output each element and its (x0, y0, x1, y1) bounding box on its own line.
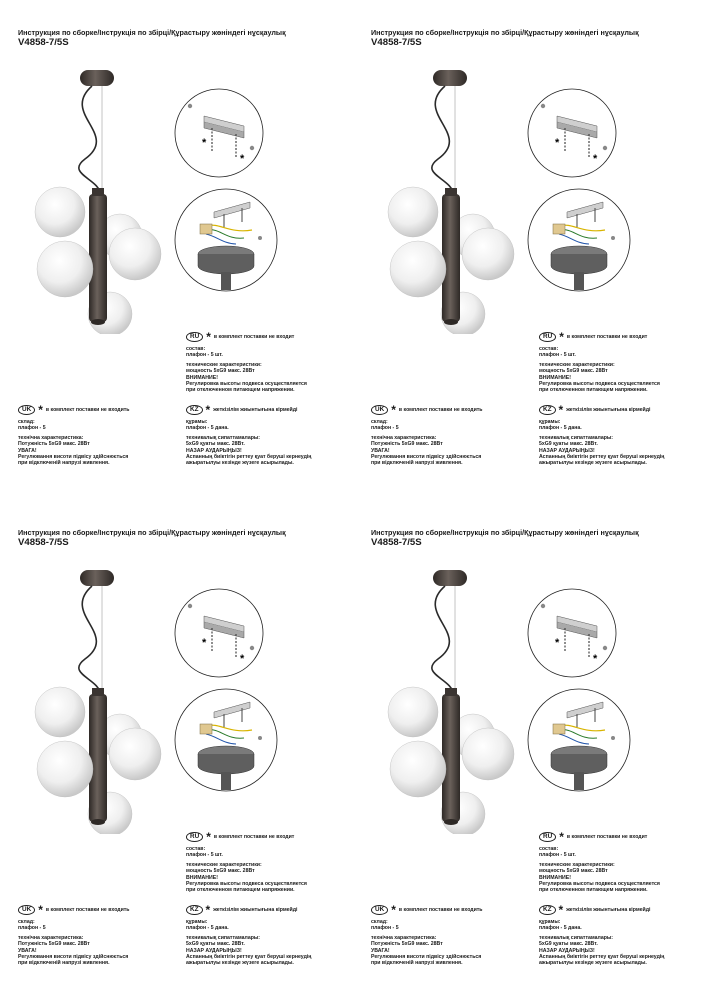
asterisk-icon: * (38, 403, 43, 417)
uk-note: в комплект поставки не входить (398, 907, 483, 913)
ru-line: Регулировка высоты подвеса осуществляется (186, 380, 307, 387)
ru-line: плафон - 5 шт. (186, 852, 223, 859)
ru-section-header (186, 832, 294, 842)
ru-line: мощность 5xG9 макс. 28Вт (539, 368, 608, 375)
ru-line: технические характеристики: (539, 861, 615, 868)
body-end (444, 319, 458, 325)
svg-text:*: * (593, 153, 598, 165)
uk-text (18, 919, 128, 967)
ru-line: Регулировка высоты подвеса осуществляется (539, 380, 660, 387)
glass-globe (37, 741, 93, 797)
glass-globe (109, 728, 161, 780)
uk-line: технічна характеристика: (18, 434, 84, 441)
uk-line: склад: (371, 419, 388, 425)
asterisk-icon: * (206, 830, 211, 844)
ru-badge: RU (539, 332, 556, 342)
ru-line: плафон - 5 шт. (186, 352, 223, 359)
instruction-title: Инструкция по сборке/Інструкція по збірці/Құрастыру жөніндегі нұсқаулық (371, 528, 639, 537)
uk-line: УВАГА! (18, 447, 37, 454)
wiring-diagram (174, 688, 278, 792)
kz-text (539, 919, 664, 967)
uk-section-header (18, 405, 130, 415)
asterisk-icon: * (206, 330, 211, 344)
kz-line: плафон - 5 дана. (186, 425, 229, 432)
instruction-sheet (0, 500, 353, 1000)
lamp-illustration (373, 564, 523, 834)
kz-line: ажыратылуы кезінде жүзеге асырылады. (186, 960, 294, 967)
uk-text (18, 419, 128, 467)
kz-line: ажыратылуы кезінде жүзеге асырылады. (539, 960, 647, 967)
kz-line: құрамы: (539, 919, 561, 925)
kz-badge: KZ (539, 905, 556, 915)
kz-note: жеткізілім жиынтығына кірмейді (213, 407, 298, 413)
uk-note: в комплект поставки не входить (45, 907, 130, 913)
ru-line: ВНИМАНИЕ! (186, 374, 218, 381)
uk-line: плафон - 5 (371, 925, 399, 932)
svg-text:*: * (555, 637, 560, 649)
uk-line: плафон - 5 (371, 425, 399, 432)
uk-text (371, 419, 481, 467)
ru-line: технические характеристики: (186, 361, 262, 368)
lamp-body (89, 694, 107, 822)
glass-globe (35, 187, 85, 237)
ru-line: при отключенном питающем напряжении. (539, 887, 648, 894)
ru-text (186, 346, 307, 394)
ru-line: технические характеристики: (539, 361, 615, 368)
glass-globe (462, 228, 514, 280)
ru-line: при отключенном питающем напряжении. (539, 387, 648, 394)
glass-globe (37, 241, 93, 297)
kz-line: құрамы: (539, 419, 561, 425)
svg-text:*: * (555, 137, 560, 149)
glass-globe (35, 687, 85, 737)
ru-line: мощность 5xG9 макс. 28Вт (186, 368, 255, 375)
kz-line: 5xG9 қуаты макс. 28Вт. (539, 941, 598, 948)
svg-text:*: * (240, 153, 245, 165)
asterisk-icon: * (38, 903, 43, 917)
kz-line: 5xG9 қуаты макс. 28Вт. (186, 941, 245, 948)
model-number: V4858-7/5S (18, 537, 69, 548)
mounting-bracket-diagram (174, 588, 264, 678)
kz-badge: KZ (186, 405, 203, 415)
kz-line: техникалық сипаттамалары: (539, 434, 614, 441)
ru-badge: RU (186, 832, 203, 842)
body-end (444, 819, 458, 825)
glass-globe (390, 241, 446, 297)
asterisk-icon: * (391, 903, 396, 917)
kz-line: НАЗАР АУДАРЫҢЫЗ! (186, 947, 242, 954)
ru-line: технические характеристики: (186, 861, 262, 868)
cable (79, 86, 100, 194)
glass-globe (109, 228, 161, 280)
ru-line: состав: (186, 346, 206, 352)
kz-line: Аспанның биіктігін реттеу қуат беруші кернеудің (539, 953, 665, 960)
uk-line: Потужність 5xG9 макс. 28Вт (18, 941, 90, 948)
ru-line: ВНИМАНИЕ! (186, 874, 218, 881)
mounting-bracket-diagram (174, 88, 264, 178)
ru-note: в комплект поставки не входит (566, 334, 648, 340)
model-number: V4858-7/5S (371, 537, 422, 548)
uk-line: плафон - 5 (18, 425, 46, 432)
canopy (433, 70, 467, 86)
glass-globe (462, 728, 514, 780)
lamp-body (442, 194, 460, 322)
body-cap (445, 688, 457, 696)
kz-line: плафон - 5 дана. (539, 925, 582, 932)
lamp-illustration (20, 64, 170, 334)
uk-line: Регулювання висоти підвісу здійснюється (371, 953, 482, 960)
ru-line: при отключенном питающем напряжении. (186, 887, 295, 894)
ru-section-header (186, 332, 294, 342)
cable (432, 586, 453, 694)
kz-line: НАЗАР АУДАРЫҢЫЗ! (539, 947, 595, 954)
kz-line: ажыратылуы кезінде жүзеге асырылады. (539, 460, 647, 467)
kz-line: плафон - 5 дана. (186, 925, 229, 932)
kz-section-header (186, 405, 297, 415)
ru-text (539, 346, 660, 394)
kz-section-header (539, 405, 650, 415)
ru-line: мощность 5xG9 макс. 28Вт (186, 868, 255, 875)
glass-globe (388, 687, 438, 737)
ru-section-header (539, 832, 647, 842)
ru-badge: RU (539, 832, 556, 842)
uk-line: Регулювання висоти підвісу здійснюється (18, 953, 129, 960)
ru-note: в комплект поставки не входит (566, 834, 648, 840)
glass-globe (388, 187, 438, 237)
uk-line: УВАГА! (371, 947, 390, 954)
uk-line: Регулювання висоти підвісу здійснюється (371, 453, 482, 460)
asterisk-icon: * (205, 403, 211, 417)
uk-line: плафон - 5 (18, 925, 46, 932)
kz-line: Аспанның биіктігін реттеу қуат беруші кернеудің (539, 453, 665, 460)
asterisk-icon: * (559, 830, 564, 844)
wiring-diagram (527, 688, 631, 792)
instruction-sheet (353, 500, 706, 1000)
wiring-diagram (527, 188, 631, 292)
kz-note: жеткізілім жиынтығына кірмейді (566, 907, 651, 913)
uk-line: склад: (18, 919, 35, 925)
kz-line: техникалық сипаттамалары: (186, 934, 261, 941)
body-cap (445, 188, 457, 196)
uk-line: при відключеній напрузі живлення. (371, 460, 463, 467)
uk-note: в комплект поставки не входить (45, 407, 130, 413)
body-cap (92, 688, 104, 696)
kz-line: НАЗАР АУДАРЫҢЫЗ! (186, 447, 242, 454)
uk-text (371, 919, 481, 967)
ru-line: мощность 5xG9 макс. 28Вт (539, 868, 608, 875)
lamp-body (442, 694, 460, 822)
uk-line: Потужність 5xG9 макс. 28Вт (18, 441, 90, 448)
uk-section-header (371, 405, 483, 415)
glass-globe (390, 741, 446, 797)
body-end (91, 819, 105, 825)
ru-line: состав: (186, 846, 206, 852)
model-number: V4858-7/5S (18, 37, 69, 48)
ru-line: Регулировка высоты подвеса осуществляется (186, 880, 307, 887)
asterisk-icon: * (205, 903, 211, 917)
kz-badge: KZ (186, 905, 203, 915)
svg-text:*: * (202, 137, 207, 149)
lamp-body (89, 194, 107, 322)
kz-line: құрамы: (186, 919, 208, 925)
kz-section-header (186, 905, 297, 915)
uk-line: УВАГА! (18, 947, 37, 954)
kz-line: техникалық сипаттамалары: (539, 934, 614, 941)
ru-line: при отключенном питающем напряжении. (186, 387, 295, 394)
ru-text (539, 846, 660, 894)
uk-section-header (371, 905, 483, 915)
svg-text:*: * (240, 653, 245, 665)
kz-line: Аспанның биіктігін реттеу қуат беруші кернеудің (186, 953, 312, 960)
uk-line: технічна характеристика: (371, 934, 437, 941)
instruction-sheet (353, 0, 706, 500)
instruction-title: Инструкция по сборке/Інструкція по збірці/Құрастыру жөніндегі нұсқаулық (18, 28, 286, 37)
cable (432, 86, 453, 194)
kz-line: ажыратылуы кезінде жүзеге асырылады. (186, 460, 294, 467)
ru-text (186, 846, 307, 894)
uk-line: при відключеній напрузі живлення. (371, 960, 463, 967)
kz-line: техникалық сипаттамалары: (186, 434, 261, 441)
lamp-illustration (20, 564, 170, 834)
uk-note: в комплект поставки не входить (398, 407, 483, 413)
ru-line: состав: (539, 846, 559, 852)
asterisk-icon: * (391, 403, 396, 417)
uk-badge: UK (371, 905, 388, 915)
instruction-title: Инструкция по сборке/Інструкція по збірці/Құрастыру жөніндегі нұсқаулық (371, 28, 639, 37)
mounting-bracket-diagram (527, 588, 617, 678)
kz-line: Аспанның биіктігін реттеу қуат беруші кернеудің (186, 453, 312, 460)
uk-line: УВАГА! (371, 447, 390, 454)
ru-line: плафон - 5 шт. (539, 352, 576, 359)
ru-section-header (539, 332, 647, 342)
uk-line: при відключеній напрузі живлення. (18, 460, 110, 467)
kz-text (539, 419, 664, 467)
canopy (80, 70, 114, 86)
asterisk-icon: * (559, 330, 564, 344)
kz-note: жеткізілім жиынтығына кірмейді (213, 907, 298, 913)
kz-badge: KZ (539, 405, 556, 415)
ru-note: в комплект поставки не входит (213, 834, 295, 840)
kz-line: НАЗАР АУДАРЫҢЫЗ! (539, 447, 595, 454)
uk-line: технічна характеристика: (371, 434, 437, 441)
wiring-diagram (174, 188, 278, 292)
uk-line: склад: (18, 419, 35, 425)
uk-line: Потужність 5xG9 макс. 28Вт (371, 941, 443, 948)
svg-text:*: * (202, 637, 207, 649)
uk-badge: UK (18, 905, 35, 915)
body-cap (92, 188, 104, 196)
body-end (91, 319, 105, 325)
uk-line: при відключеній напрузі живлення. (18, 960, 110, 967)
instruction-sheet (0, 0, 353, 500)
uk-line: склад: (371, 919, 388, 925)
ru-line: ВНИМАНИЕ! (539, 374, 571, 381)
uk-badge: UK (371, 405, 388, 415)
ru-line: плафон - 5 шт. (539, 852, 576, 859)
ru-line: Регулировка высоты подвеса осуществляется (539, 880, 660, 887)
uk-section-header (18, 905, 130, 915)
kz-line: 5xG9 қуаты макс. 28Вт. (539, 441, 598, 448)
canopy (433, 570, 467, 586)
cable (79, 586, 100, 694)
canopy (80, 570, 114, 586)
ru-badge: RU (186, 332, 203, 342)
kz-note: жеткізілім жиынтығына кірмейді (566, 407, 651, 413)
lamp-illustration (373, 64, 523, 334)
uk-line: Регулювання висоти підвісу здійснюється (18, 453, 129, 460)
model-number: V4858-7/5S (371, 37, 422, 48)
instruction-title: Инструкция по сборке/Інструкція по збірці/Құрастыру жөніндегі нұсқаулық (18, 528, 286, 537)
kz-line: құрамы: (186, 419, 208, 425)
kz-text (186, 919, 311, 967)
kz-line: 5xG9 қуаты макс. 28Вт. (186, 441, 245, 448)
ru-note: в комплект поставки не входит (213, 334, 295, 340)
kz-section-header (539, 905, 650, 915)
ru-line: ВНИМАНИЕ! (539, 874, 571, 881)
svg-text:*: * (593, 653, 598, 665)
uk-line: Потужність 5xG9 макс. 28Вт (371, 441, 443, 448)
ru-line: состав: (539, 346, 559, 352)
kz-text (186, 419, 311, 467)
kz-line: плафон - 5 дана. (539, 425, 582, 432)
mounting-bracket-diagram (527, 88, 617, 178)
asterisk-icon: * (558, 903, 564, 917)
uk-badge: UK (18, 405, 35, 415)
asterisk-icon: * (558, 403, 564, 417)
uk-line: технічна характеристика: (18, 934, 84, 941)
